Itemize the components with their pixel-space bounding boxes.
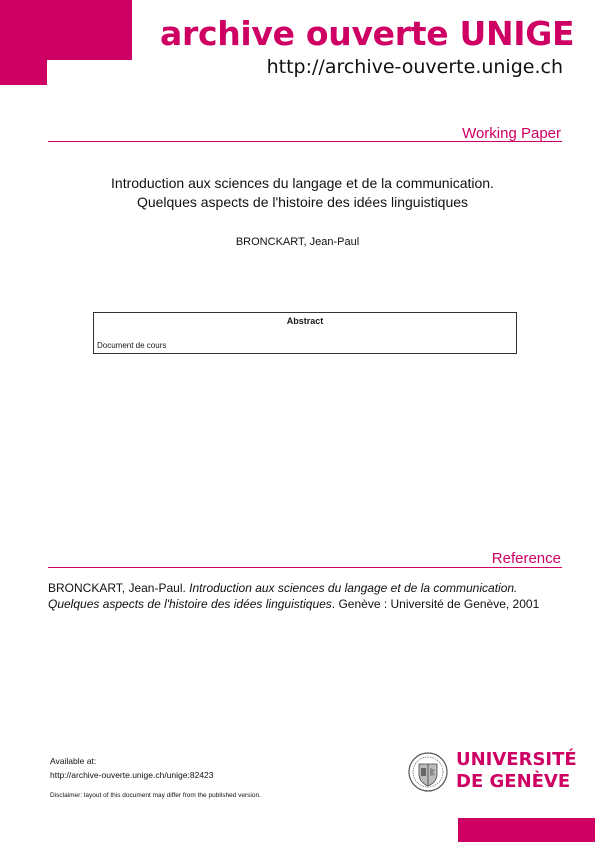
university-name-line-2: DE GENÈVE: [456, 771, 571, 792]
document-type-label: Working Paper: [462, 125, 561, 142]
abstract-heading: Abstract: [286, 316, 324, 326]
disclaimer: Disclaimer: layout of this document may differ from the published version.: [50, 792, 261, 799]
document-title-line-2: Quelques aspects de l'histoire des idées linguistiques: [136, 194, 469, 210]
archive-logo-block: [0, 0, 160, 86]
footer-bar: [458, 818, 595, 842]
reference-heading: Reference: [491, 550, 561, 567]
university-seal-icon: [407, 748, 449, 796]
document-title-line-1: Introduction aux sciences du langage et de la communication.: [111, 175, 494, 191]
reference-citation: [48, 580, 548, 612]
document-author: BRONCKART, Jean-Paul: [235, 236, 360, 248]
citation-author: BRONCKART, Jean-Paul.: [48, 581, 190, 595]
available-url[interactable]: http://archive-ouverte.unige.ch/unige:82423: [50, 770, 214, 780]
abstract-text: Document de cours: [97, 341, 167, 350]
citation-title: Introduction aux sciences du langage et de la communication. Quelques aspects de l'histoire des idées linguistiques: [48, 581, 518, 611]
document-title: [0, 174, 595, 212]
site-url[interactable]: http://archive-ouverte.unige.ch: [266, 56, 563, 78]
abstract-box: [93, 312, 517, 354]
available-at-label: Available at:: [50, 756, 97, 766]
university-name: [456, 749, 577, 793]
site-title: archive ouverte UNIGE: [160, 14, 575, 53]
university-name-line-1: UNIVERSITÉ: [456, 749, 577, 770]
citation-publisher: . Genève : Université de Genève, 2001: [331, 597, 540, 611]
reference-rule: [48, 567, 562, 568]
